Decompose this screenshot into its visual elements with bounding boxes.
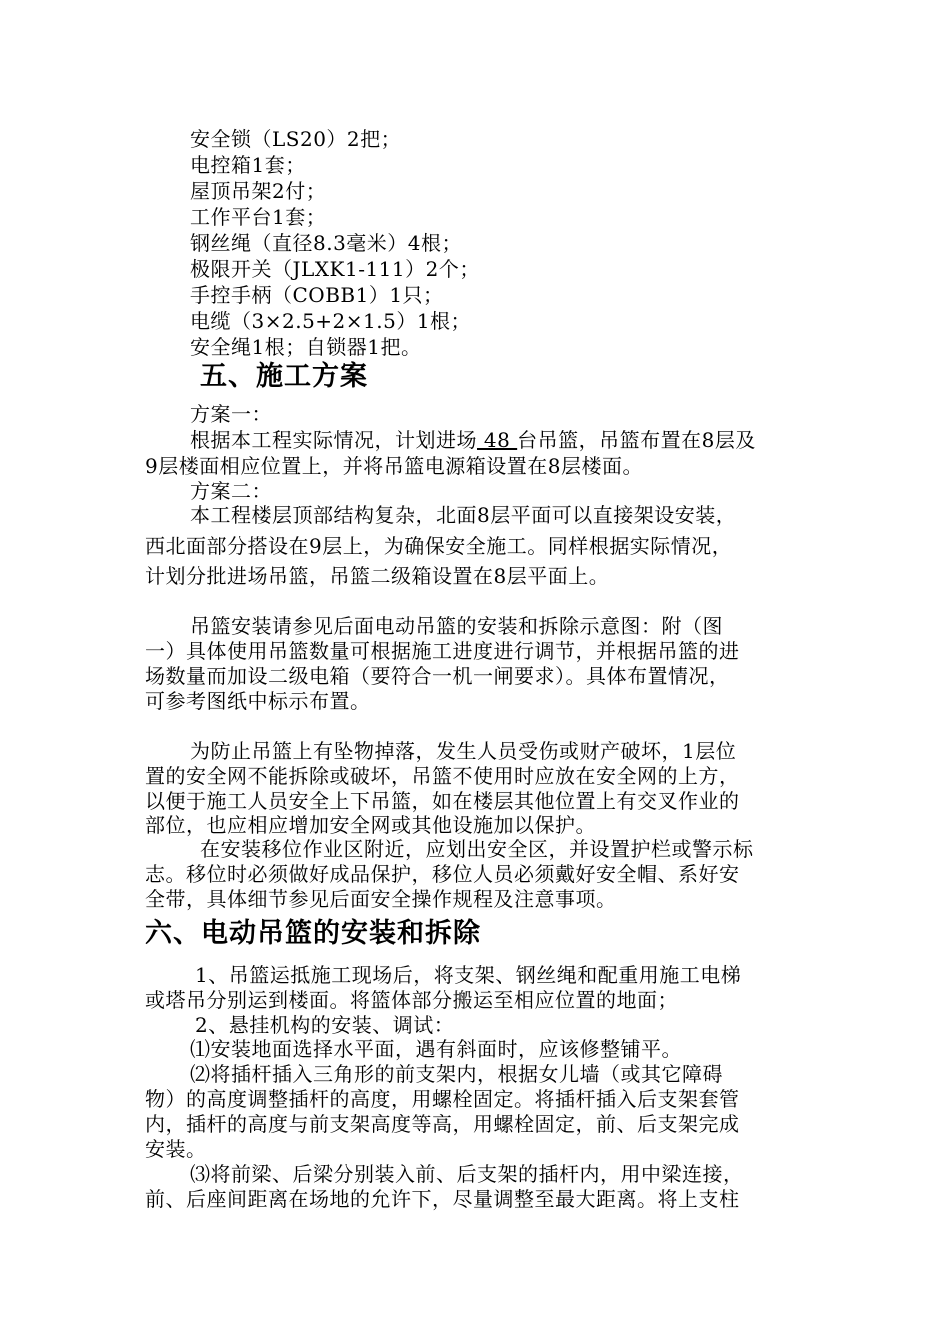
step-two-label: 2、悬挂机构的安装、调试： (195, 1013, 455, 1037)
equipment-item: 钢丝绳（直径8.3毫米）4根； (190, 231, 463, 255)
equipment-item: 极限开关（JLXK1-111）2个； (190, 257, 480, 281)
substep-one: ⑴安装地面选择水平面，遇有斜面时，应该修整铺平。 (190, 1037, 682, 1061)
plan-two-paragraph-line: 计划分批进场吊篮，吊篮二级箱设置在8层平面上。 (145, 564, 610, 588)
equipment-item: 手控手柄（COBB1）1只； (190, 283, 444, 307)
relocation-line: 志。移位时必须做好成品保护，移位人员必须戴好安全帽、系好安 (145, 862, 740, 886)
plan-two-paragraph-line: 西北面部分搭设在9层上，为确保安全施工。同样根据实际情况， (145, 534, 733, 558)
plan-one-label: 方案一： (190, 402, 272, 426)
step-one-line: 或塔吊分别运到楼面。将篮体部分搬运至相应位置的地面； (145, 988, 678, 1012)
equipment-item: 屋顶吊架2付； (190, 179, 327, 203)
safety-net-line: 置的安全网不能拆除或破坏，吊篮不使用时应放在安全网的上方， (145, 764, 740, 788)
substep-three-line: ⑶将前梁、后梁分别装入前、后支架的插杆内，用中梁连接， (190, 1162, 744, 1186)
equipment-item: 工作平台1套； (190, 205, 327, 229)
substep-two-line: ⑵将插杆插入三角形的前支架内，根据女儿墙（或其它障碍 (190, 1062, 723, 1086)
install-reference-line: 一）具体使用吊篮数量可根据施工进度进行调节，并根据吊篮的进 (145, 639, 740, 663)
relocation-line: 在安装移位作业区附近，应划出安全区，并设置护栏或警示标 (200, 837, 754, 861)
plan-one-text-after: 台吊篮，吊篮布置在8层及 (517, 428, 756, 452)
plan-two-paragraph-line: 本工程楼层顶部结构复杂，北面8层平面可以直接架设安装， (190, 503, 737, 527)
safety-net-line: 以便于施工人员安全上下吊篮，如在楼层其他位置上有交叉作业的 (145, 789, 740, 813)
plan-one-quantity: 48 (477, 428, 518, 452)
substep-two-line: 物）的高度调整插杆的高度，用螺栓固定。将插杆插入后支架套管 (145, 1087, 740, 1111)
equipment-item: 安全绳1根；自锁器1把。 (190, 335, 422, 359)
safety-net-line: 部位，也应相应增加安全网或其他设施加以保护。 (145, 813, 596, 837)
install-reference-line: 场数量而加设二级电箱（要符合一机一闸要求）。具体布置情况， (145, 664, 730, 688)
step-one-line: 1、吊篮运抵施工现场后，将支架、钢丝绳和配重用施工电梯 (195, 963, 742, 987)
safety-net-line: 为防止吊篮上有坠物掉落，发生人员受伤或财产破坏，1层位 (190, 739, 737, 763)
plan-two-label: 方案二： (190, 479, 272, 503)
plan-one-paragraph-line: 9层楼面相应位置上，并将吊篮电源箱设置在8层楼面。 (145, 454, 643, 478)
equipment-item: 电缆（3×2.5+2×1.5）1根； (190, 309, 472, 333)
relocation-line: 全带，具体细节参见后面安全操作规程及注意事项。 (145, 887, 617, 911)
equipment-item: 安全锁（LS20）2把； (190, 127, 402, 151)
plan-one-text-before: 根据本工程实际情况，计划进场 (190, 428, 477, 452)
install-reference-line: 可参考图纸中标示布置。 (145, 689, 371, 713)
substep-two-line: 安装。 (145, 1137, 207, 1161)
section-heading-construction-plan: 五、施工方案 (200, 361, 368, 392)
section-heading-installation-removal: 六、电动吊篮的安装和拆除 (145, 918, 481, 949)
equipment-item: 电控箱1套； (190, 153, 306, 177)
substep-two-line: 内，插杆的高度与前支架高度等高，用螺栓固定，前、后支架完成 (145, 1112, 740, 1136)
plan-one-paragraph-line (190, 427, 756, 453)
substep-three-line: 前、后座间距离在场地的允许下，尽量调整至最大距离。将上支柱 (145, 1187, 740, 1211)
install-reference-line: 吊篮安装请参见后面电动吊篮的安装和拆除示意图：附（图 (190, 614, 723, 638)
